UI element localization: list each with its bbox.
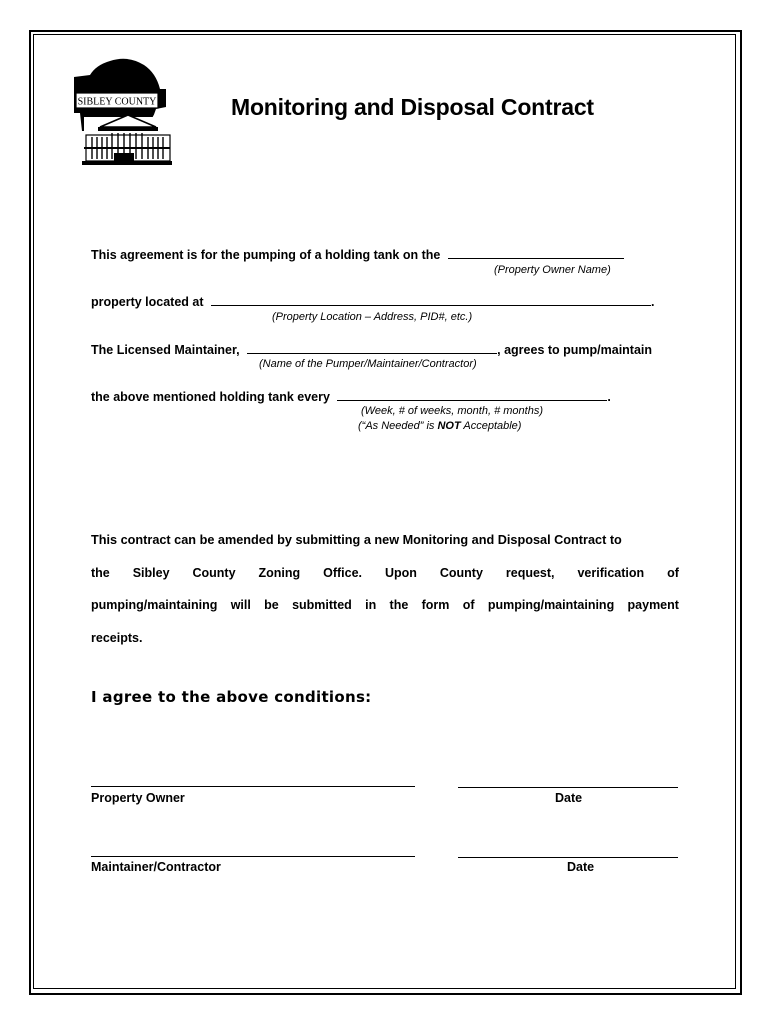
property-owner-name-hint: (Property Owner Name) <box>494 264 611 276</box>
property-owner-name-field[interactable] <box>448 247 624 259</box>
agree-heading: I agree to the above conditions: <box>91 688 372 706</box>
document-title: Monitoring and Disposal Contract <box>231 94 594 120</box>
agrees-text: , agrees to pump/maintain <box>497 343 653 357</box>
paragraph-line-1: This contract can be amended by submitting a new Monitoring and Disposal Contract to <box>91 533 622 547</box>
as-needed-note: (“As Needed” is NOT Acceptable) <box>358 420 522 432</box>
maintainer-label: Maintainer/Contractor <box>91 860 221 874</box>
frequency-line <box>91 389 611 404</box>
agreement-line-text: This agreement is for the pumping of a holding tank on the <box>91 248 441 262</box>
property-location-hint: (Property Location – Address, PID#, etc.) <box>272 311 473 323</box>
maintainer-name-hint: (Name of the Pumper/Maintainer/Contractor) <box>259 358 477 370</box>
owner-date-label: Date <box>555 791 583 805</box>
maintainer-date-line[interactable] <box>458 857 678 858</box>
paragraph-line-4: receipts. <box>91 631 143 645</box>
maintainer-label: The Licensed Maintainer, <box>91 343 240 357</box>
period: . <box>651 295 655 309</box>
maintainer-date-label: Date <box>567 860 595 874</box>
property-location-label: property located at <box>91 295 204 309</box>
sibley-county-logo <box>70 57 174 167</box>
paragraph-line-2: the Sibley County Zoning Office. Upon County request, verification of <box>91 566 679 580</box>
maintainer-name-field[interactable] <box>247 342 497 354</box>
property-owner-label: Property Owner <box>91 791 185 805</box>
paragraph-line-3: pumping/maintaining will be submitted in the form of pumping/maintaining payment <box>91 598 679 612</box>
frequency-field[interactable] <box>337 389 607 401</box>
owner-date-line[interactable] <box>458 787 678 788</box>
property-owner-signature-line[interactable] <box>91 786 415 787</box>
page-border-inner <box>33 34 736 989</box>
maintainer-line <box>91 342 652 357</box>
period: . <box>607 390 611 404</box>
svg-text:SIBLEY COUNTY: SIBLEY COUNTY <box>77 96 157 108</box>
frequency-hint: (Week, # of weeks, month, # months) <box>361 405 543 417</box>
property-location-field[interactable] <box>211 294 651 306</box>
agreement-line <box>91 247 624 262</box>
frequency-label: the above mentioned holding tank every <box>91 390 330 404</box>
maintainer-signature-line[interactable] <box>91 856 415 857</box>
property-location-line <box>91 294 655 309</box>
